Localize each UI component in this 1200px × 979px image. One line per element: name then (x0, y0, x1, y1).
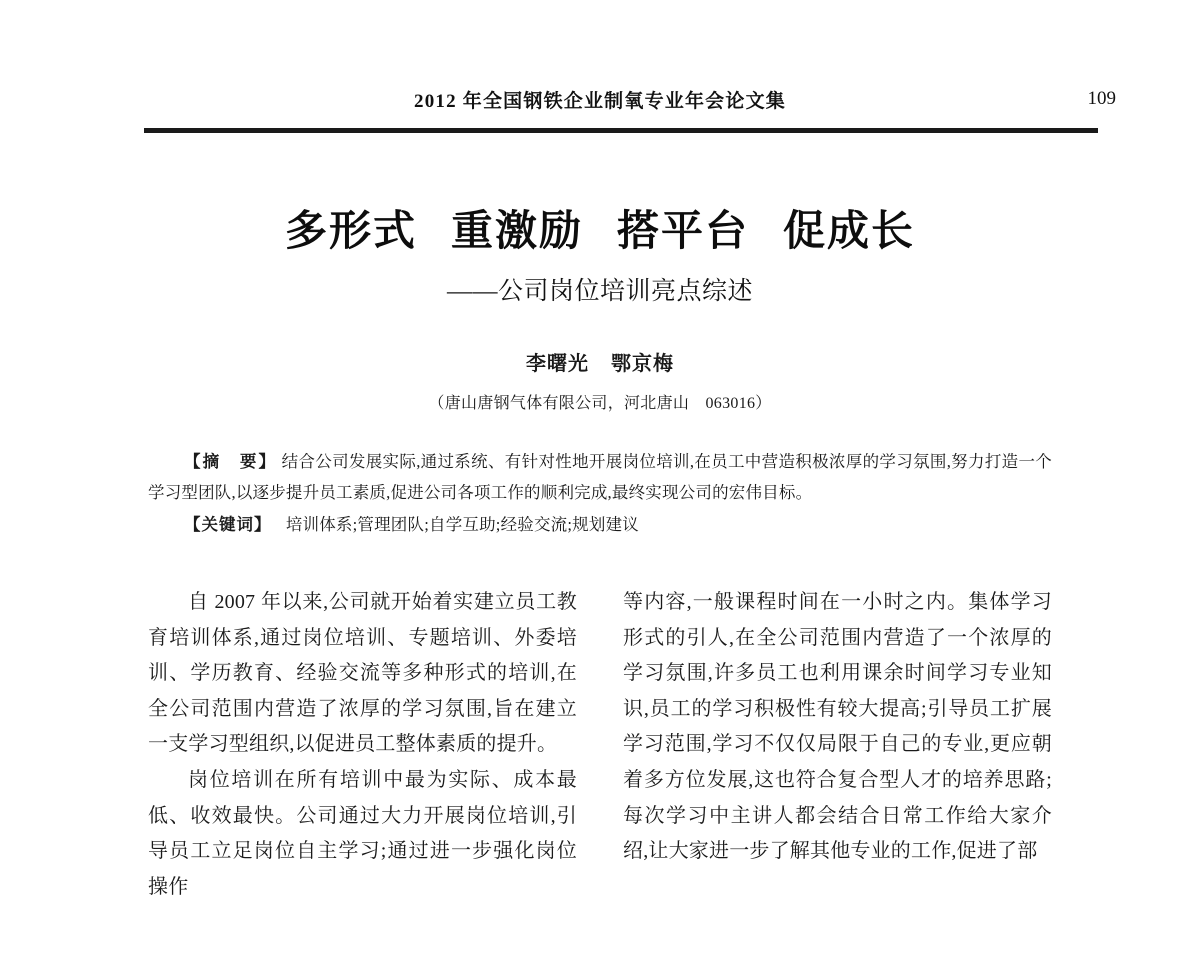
title-part-3: 搭平台 (617, 209, 750, 255)
column-right (623, 585, 1052, 905)
running-head-title: 2012 年全国钢铁企业制氧专业年会论文集 (414, 91, 786, 112)
title-part-2: 重激励 (450, 209, 583, 255)
affiliation: （唐山唐钢气体有限公司，河北唐山 063016） (428, 395, 772, 413)
author-2: 鄂京梅 (611, 353, 674, 376)
title-part-1: 多形式 (284, 209, 417, 255)
abstract-block (148, 447, 1052, 541)
keywords-text: 培训体系;管理团队;自学互助;经验交流;规划建议 (285, 515, 639, 535)
paragraph: 自 2007 年以来,公司就开始着实建立员工教育培训体系,通过岗位培训、专题培训、外委培训、学历教育、经验交流等多种形式的培训,在全公司范围内营造了浓厚的学习氛围,旨在建立一支学习型组织,以促进员工整体素质的提升。 (148, 590, 577, 756)
keywords-paragraph (148, 510, 1052, 541)
header-rule (144, 128, 1098, 133)
title-part-4: 促成长 (783, 209, 916, 255)
article-subtitle: ——公司岗位培训亮点综述 (446, 278, 753, 306)
title-block (148, 207, 1052, 413)
keywords-label: 【关键词】 (184, 515, 272, 535)
page-number: 109 (1087, 88, 1116, 109)
body-columns (148, 585, 1052, 905)
author-list (148, 347, 1052, 376)
page (0, 86, 1200, 979)
abstract-label: 【摘 要】 (184, 452, 278, 472)
author-1: 李曙光 (526, 353, 589, 376)
running-head (148, 86, 1116, 120)
paragraph: 等内容,一般课程时间在一小时之内。集体学习形式的引人,在全公司范围内营造了一个浓厚的学习氛围,许多员工也利用课余时间学习专业知识,员工的学习积极性有较大提高;引导员工扩展学习范围,学习不仅仅局限于自己的专业,更应朝着多方位发展,这也符合复合型人才的培养思路;每次学习中主讲人都会结合日常工作给大家介绍,让大家进一步了解其他专业的工作,促进了部 (623, 590, 1052, 863)
abstract-text: 结合公司发展实际,通过系统、有针对性地开展岗位培训,在员工中营造积极浓厚的学习氛围,努力打造一个学习型团队,以逐步提升员工素质,促进公司各项工作的顺利完成,最终实现公司的宏伟目标。 (148, 452, 1052, 502)
abstract-paragraph (148, 447, 1052, 508)
paragraph: 岗位培训在所有培训中最为实际、成本最低、收效最快。公司通过大力开展岗位培训,引导员工立足岗位自主学习;通过进一步强化岗位操作 (148, 768, 577, 898)
article-title (148, 207, 1052, 257)
column-left (148, 585, 577, 905)
